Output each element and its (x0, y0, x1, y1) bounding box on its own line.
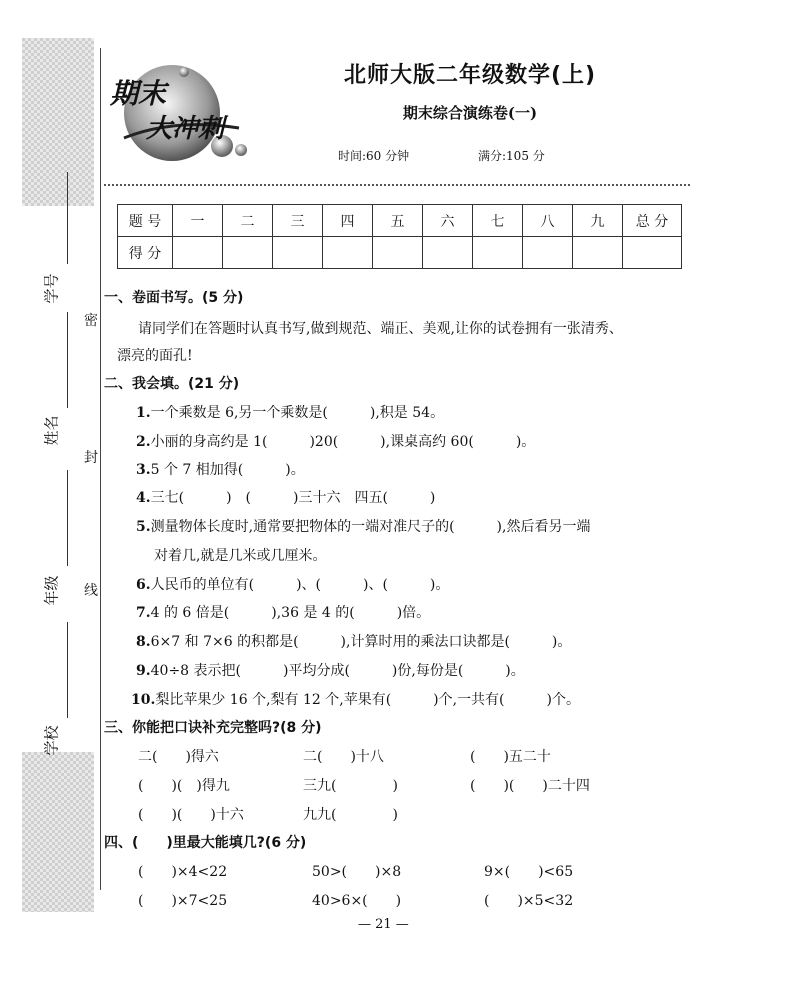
question-number: 5. (136, 519, 151, 535)
question-item (136, 459, 305, 479)
header-cell: 四 (323, 205, 373, 237)
question-number: 4. (136, 490, 151, 506)
question-item-continued (154, 545, 326, 565)
seal-char-mi: 密 (84, 313, 98, 329)
section4-title: 四、( )里最大能填几?(6 分) (104, 835, 307, 851)
rhyme-item: 二( )得六 (138, 749, 219, 765)
binding-pattern-bottom (22, 752, 94, 912)
page-subtitle: 期末综合演练卷(一) (402, 104, 538, 122)
inequality-item: 50>( )×8 (312, 864, 402, 880)
question-number: 3. (136, 462, 151, 478)
score-table-score-row (118, 237, 682, 269)
name-line (67, 312, 68, 408)
inequality-item: ( )×4<22 (138, 864, 228, 880)
rhyme-item: ( )( )十六 (138, 807, 244, 823)
score-cell[interactable] (523, 237, 573, 269)
section1-text-2: 漂亮的面孔! (117, 348, 193, 364)
header-cell: 题 号 (118, 205, 173, 237)
score-cell[interactable] (623, 237, 682, 269)
binding-pattern-top (22, 38, 94, 206)
score-cell[interactable] (273, 237, 323, 269)
rhyme-item: ( )( )得九 (138, 778, 230, 794)
score-cell[interactable] (223, 237, 273, 269)
question-item (136, 602, 430, 622)
header-cell: 九 (573, 205, 623, 237)
question-text: 6×7 和 7×6 的积都是( ),计算时用的乘法口诀都是( )。 (150, 634, 572, 650)
logo-text-1: 期末 (110, 77, 167, 110)
rhyme-item: ( )( )二十四 (470, 778, 590, 794)
grade-line (67, 470, 68, 566)
question-text: 人民币的单位有( )、( )、( )。 (150, 577, 450, 593)
rhyme-item: 三九( ) (303, 778, 398, 794)
question-item (136, 431, 535, 451)
question-text: 三七( ) ( )三十六 四五( ) (150, 490, 436, 506)
question-item (136, 574, 449, 594)
inequality-item: ( )×7<25 (138, 893, 228, 909)
rhyme-item: ( )五二十 (470, 749, 551, 765)
dotted-divider (104, 184, 690, 186)
section1-title: 一、卷面书写。(5 分) (104, 290, 244, 306)
question-number: 8. (136, 634, 151, 650)
score-cell[interactable] (323, 237, 373, 269)
question-number: 2. (136, 434, 151, 450)
page-number: — 21 — (358, 917, 409, 932)
question-text: 一个乘数是 6,另一个乘数是( ),积是 54。 (150, 405, 445, 421)
score-cell[interactable] (423, 237, 473, 269)
question-item (136, 516, 590, 536)
binding-line (100, 48, 101, 890)
header-cell: 八 (523, 205, 573, 237)
header-cell: 六 (423, 205, 473, 237)
question-text: 5 个 7 相加得( )。 (150, 462, 305, 478)
page-title: 北师大版二年级数学(上) (343, 63, 597, 88)
header-cell: 七 (473, 205, 523, 237)
school-label: 学校 (42, 725, 61, 756)
question-item (136, 660, 525, 680)
inequality-item: 9×( )<65 (484, 864, 574, 880)
question-text: 对着几,就是几米或几厘米。 (154, 548, 327, 564)
score-table (117, 204, 682, 269)
question-text: 40÷8 表示把( )平均分成( )份,每份是( )。 (150, 663, 525, 679)
question-item (136, 631, 571, 651)
header-cell: 总 分 (623, 205, 682, 237)
inequality-item: ( )×5<32 (484, 893, 574, 909)
section2-title: 二、我会填。(21 分) (104, 376, 240, 392)
rhyme-item: 二( )十八 (303, 749, 384, 765)
question-number: 9. (136, 663, 151, 679)
question-text: 小丽的身高约是 1( )20( ),课桌高约 60( )。 (150, 434, 536, 450)
score-table-header-row (118, 205, 682, 237)
school-line (67, 622, 68, 718)
section3-title: 三、你能把口诀补充完整吗?(8 分) (104, 720, 322, 736)
header-cell: 二 (223, 205, 273, 237)
header-cell: 三 (273, 205, 323, 237)
score-cell[interactable] (473, 237, 523, 269)
full-score: 满分:105 分 (478, 149, 545, 163)
student-id-label: 学号 (42, 273, 61, 304)
question-item (131, 689, 580, 709)
score-cell[interactable] (573, 237, 623, 269)
question-item (136, 402, 444, 422)
question-number: 6. (136, 577, 151, 593)
time-limit: 时间:60 分钟 (338, 149, 410, 163)
question-number: 7. (136, 605, 151, 621)
logo-text-2: 大冲刺 (146, 114, 225, 144)
section1-text-1: 请同学们在答题时认真书写,做到规范、端正、美观,让你的试卷拥有一张清秀、 (138, 321, 623, 337)
question-number: 1. (136, 405, 151, 421)
name-label: 姓名 (42, 415, 61, 446)
inequality-item: 40>6×( ) (312, 893, 402, 909)
score-cell[interactable] (173, 237, 223, 269)
question-number: 10. (131, 692, 156, 708)
header-cell: 五 (373, 205, 423, 237)
seal-char-feng: 封 (84, 450, 98, 466)
student-id-line (67, 172, 68, 264)
seal-char-xian: 线 (84, 583, 98, 599)
question-text: 4 的 6 倍是( ),36 是 4 的( )倍。 (150, 605, 431, 621)
grade-label: 年级 (42, 575, 61, 606)
question-text: 测量物体长度时,通常要把物体的一端对准尺子的( ),然后看另一端 (150, 519, 591, 535)
score-row-label: 得 分 (118, 237, 173, 269)
header-cell: 一 (173, 205, 223, 237)
logo (104, 58, 254, 163)
score-cell[interactable] (373, 237, 423, 269)
question-item (136, 487, 435, 507)
rhyme-item: 九九( ) (303, 807, 398, 823)
question-text: 梨比苹果少 16 个,梨有 12 个,苹果有( )个,一共有( )个。 (155, 692, 580, 708)
